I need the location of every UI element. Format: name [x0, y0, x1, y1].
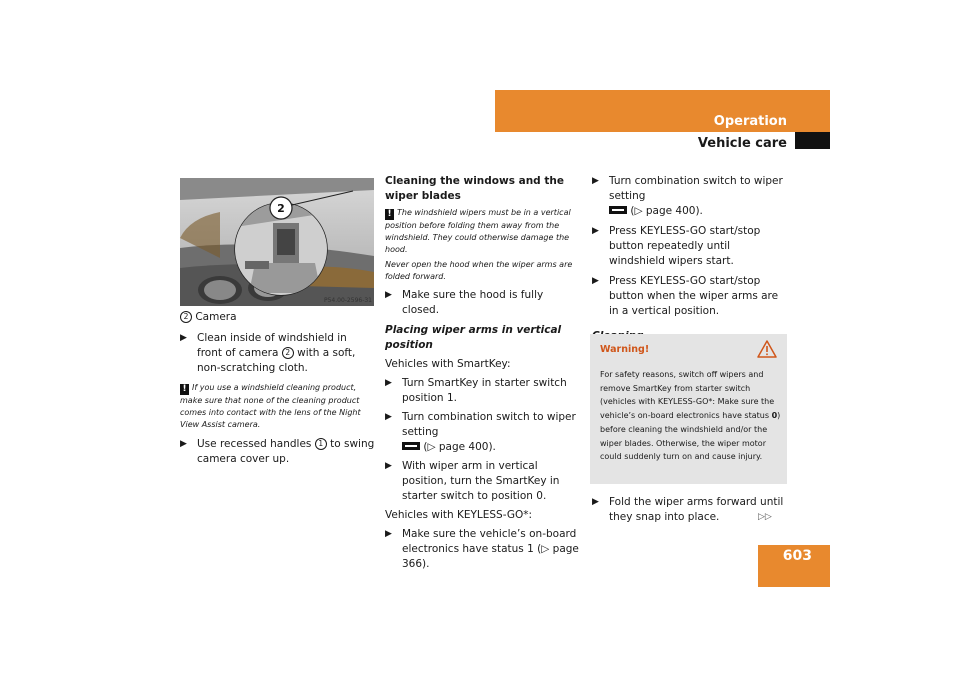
warning-triangle-icon [757, 340, 777, 358]
camera-photo [180, 178, 374, 306]
legend-number: 2 [180, 311, 192, 323]
step-text: Turn combination switch to wiper setting [402, 411, 576, 438]
subheading: Placing wiper arms in vertical position [385, 324, 562, 351]
exclamation-icon: ! [385, 209, 394, 220]
note-hood: Never open the hood when the wiper arms are folded forward. [385, 260, 573, 281]
bullet-arrow-icon: ▶ [180, 333, 187, 343]
step-text: Turn SmartKey in starter switch position [402, 377, 567, 404]
step-text: Press KEYLESS-GO start/stop button repeatedly until windshield wipers start. [609, 225, 761, 267]
step-text: Turn combination switch to wiper setting [609, 175, 783, 202]
figure-code: P54.00-2596-31 [323, 297, 372, 304]
step-swing-cover [180, 437, 375, 467]
bullet-arrow-icon: ▶ [180, 439, 187, 449]
bullet-arrow-icon: ▶ [385, 529, 392, 539]
step-wiper-setting [592, 174, 788, 219]
wiper-setting-icon [609, 206, 627, 214]
page-ref: (▷ page 366). [402, 543, 579, 570]
callout-number: 2 [282, 347, 294, 359]
smartkey-label: Vehicles with SmartKey: [385, 358, 511, 370]
note-cleaning-product [180, 382, 375, 431]
column-2 [385, 174, 581, 572]
step-smartkey-position: ▶ Turn SmartKey in starter switch position 1. [385, 377, 567, 404]
column-3 [592, 174, 788, 344]
subsection-title: Vehicle care [697, 136, 787, 151]
position-value: 0 [536, 490, 543, 502]
legend-camera [180, 310, 375, 325]
warning-title: Warning! [600, 344, 650, 355]
page-ref: (▷ page 400). [423, 441, 496, 453]
step-text-end: with a soft, non-scratching cloth. [197, 347, 356, 374]
step-text: Fold the wiper arms forward until they snap into place. [609, 496, 784, 523]
bullet-arrow-icon: ▶ [385, 290, 392, 300]
keyless-label: Vehicles with KEYLESS-GO*: [385, 509, 533, 521]
bullet-arrow-icon: ▶ [385, 412, 392, 422]
column-1 [180, 310, 375, 467]
bullet-arrow-icon: ▶ [385, 461, 392, 471]
step-clean-windshield [180, 331, 375, 376]
wiper-setting-icon [402, 442, 420, 450]
bullet-arrow-icon: ▶ [592, 176, 599, 186]
dashboard-illustration [180, 178, 374, 306]
position-value: 1 [446, 392, 454, 404]
page-number: 603 [782, 548, 812, 564]
header-tab-marker [795, 132, 830, 149]
section-title: Operation [713, 114, 787, 129]
warning-box [590, 334, 787, 484]
step-text: Make sure the hood is fully closed. [402, 289, 544, 316]
note-text: The windshield wipers must be in a vertical position before folding them away from the windshield. They could otherwise damage the hood. [385, 208, 571, 254]
legend-text: Camera [195, 311, 237, 323]
step-text: Use recessed handles [197, 438, 312, 450]
step-vertical-position: ▶ With wiper arm in vertical position, turn the SmartKey in starter switch to position 0. [385, 460, 560, 502]
step-text: Make sure the vehicle’s on-board electronics have status [402, 528, 577, 555]
step-text: Press KEYLESS-GO start/stop button when the wiper arms are in a vertical position. [609, 275, 779, 317]
bullet-arrow-icon: ▶ [385, 378, 392, 388]
bullet-arrow-icon: ▶ [592, 276, 599, 286]
step-onboard-electronics [385, 527, 581, 572]
continued-icon: ▷▷ [758, 512, 772, 522]
status-value: 0 [771, 411, 778, 421]
page-ref: (▷ page 400). [630, 205, 703, 217]
warning-text-c: ) before cleaning the windshield and/or the wiper blades. Otherwise, the wiper motor could suddenly turn on and cause injury. [600, 411, 781, 462]
status-value: 1 [527, 543, 534, 555]
bullet-arrow-icon: ▶ [592, 497, 599, 507]
step-hood-closed [385, 288, 581, 318]
step-combination-switch [385, 410, 581, 455]
step-text: Clean inside of windshield in front of camera [197, 332, 347, 359]
figure-callout: 2 [277, 202, 285, 215]
callout-number: 1 [315, 438, 327, 450]
step-press-button-vertical [592, 274, 788, 319]
step-text: With wiper arm in vertical position, turn the SmartKey in starter switch to position [402, 460, 560, 502]
step-press-button [592, 224, 788, 269]
note-text: If you use a windshield cleaning product, make sure that none of the cleaning product comes into contact with the lens of the Night View Assist camera. [180, 383, 361, 429]
bullet-arrow-icon: ▶ [592, 226, 599, 236]
note-wiper-position [385, 207, 581, 256]
warning-text [600, 368, 785, 464]
section-heading: Cleaning the windows and the wiper blades [385, 175, 564, 202]
step-text-end: to swing camera cover up. [197, 438, 375, 465]
warning-text-a: For safety reasons, switch off wipers and remove SmartKey from starter switch (vehicles with KEYLESS-GO*: Make sure the vehicle’s on-board electronics have status [600, 370, 775, 421]
exclamation-icon: ! [180, 384, 189, 395]
